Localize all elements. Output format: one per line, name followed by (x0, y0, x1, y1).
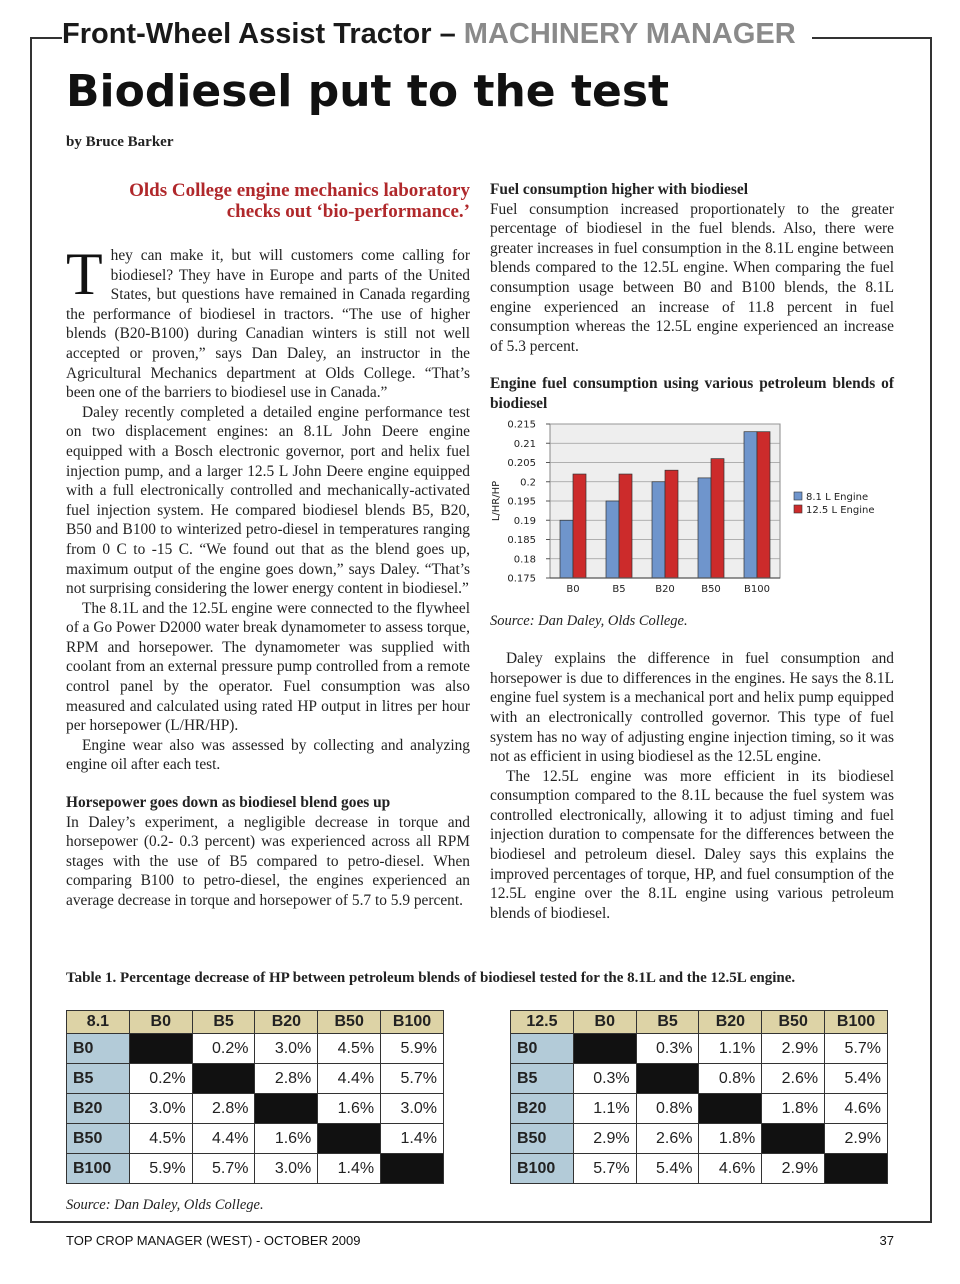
table-cell: 3.0% (255, 1034, 318, 1064)
hp-table-12-5 (510, 1010, 888, 1184)
left-column (66, 180, 470, 911)
table-cell-blank (762, 1124, 825, 1154)
y-tick-label: 0.195 (507, 496, 536, 508)
table-cell: 2.9% (762, 1034, 825, 1064)
bar-12-5-b0 (573, 474, 586, 578)
table-cell-blank (636, 1064, 699, 1094)
y-tick-label: 0.21 (513, 438, 536, 450)
table-row (511, 1064, 888, 1094)
bar-8-1-b100 (744, 431, 757, 577)
row-header: B5 (67, 1064, 130, 1094)
table-cell: 1.1% (573, 1094, 636, 1124)
legend-swatch (794, 505, 802, 513)
drop-cap: T (66, 241, 103, 307)
table-caption: Table 1. Percentage decrease of HP between petroleum blends of biodiesel tested for the 8.1L and the 12.5L engine. (66, 970, 796, 986)
table-cell: 5.9% (381, 1034, 444, 1064)
bar-12-5-b50 (711, 458, 724, 577)
section-subname: MACHINERY MANAGER (463, 18, 796, 50)
table-cell: 5.9% (129, 1154, 192, 1184)
y-tick-label: 0.19 (513, 515, 536, 527)
paragraph: In Daley’s experiment, a negligible decrease in torque and horsepower (0.2- 0.3 percent) was experienced across all RPM stages with the use of B5 compared to petro-diesel. When comparing B100 to petro-diesel, the engines experienced an average decrease in torque and horsepower of 5.7 to 5.9 percent. (66, 813, 470, 909)
table-row (511, 1124, 888, 1154)
x-tick-label: B50 (701, 583, 721, 595)
table-cell: 0.8% (636, 1094, 699, 1124)
row-header: B20 (511, 1094, 574, 1124)
table-cell: 4.6% (825, 1094, 888, 1124)
row-header: B50 (67, 1124, 130, 1154)
section-name: Front-Wheel Assist Tractor – (62, 18, 456, 50)
table-cell: 2.8% (192, 1094, 255, 1124)
table-cell: 5.7% (573, 1154, 636, 1184)
paragraph: Daley explains the difference in fuel consumption and horsepower is due to differences in the engines. He says the 8.1L engine fuel system is a mechanical port and helix pump equipped with an electronically controlled governor. This type of fuel system has no way of adjusting engine injection timing, so it was not as efficient in using biodiesel as the 12.5L engine. (490, 650, 894, 766)
table-cell: 4.5% (318, 1034, 381, 1064)
frame-rule-left (30, 37, 64, 39)
x-tick-label: B5 (612, 583, 626, 595)
x-tick-label: B0 (566, 583, 580, 595)
table-cell: 4.5% (129, 1124, 192, 1154)
table-header: B0 (129, 1011, 192, 1034)
bar-8-1-b20 (652, 481, 665, 577)
table-cell: 3.0% (129, 1094, 192, 1124)
table-cell: 1.4% (381, 1124, 444, 1154)
article-title: Biodiesel put to the test (66, 66, 670, 117)
y-tick-label: 0.175 (507, 573, 536, 585)
page-footer (66, 1233, 894, 1248)
table-cell: 0.8% (699, 1064, 762, 1094)
table-cell: 4.6% (699, 1154, 762, 1184)
table-header: 8.1 (67, 1011, 130, 1034)
table-source: Source: Dan Daley, Olds College. (66, 1197, 264, 1213)
table-cell: 2.8% (255, 1064, 318, 1094)
table-cell-blank (573, 1034, 636, 1064)
frame-rule-right (812, 37, 932, 39)
table-cell: 5.4% (636, 1154, 699, 1184)
table-row (67, 1154, 444, 1184)
table-row (511, 1094, 888, 1124)
table-cell: 0.3% (636, 1034, 699, 1064)
table-cell: 4.4% (192, 1124, 255, 1154)
table-row (511, 1034, 888, 1064)
byline: by Bruce Barker (66, 134, 174, 150)
paragraph (66, 241, 470, 403)
table-header: B100 (381, 1011, 444, 1034)
table-header: B5 (636, 1011, 699, 1034)
bar-8-1-b0 (560, 520, 573, 578)
table-cell-blank (129, 1034, 192, 1064)
table-header: B100 (825, 1011, 888, 1034)
table-cell-blank (192, 1064, 255, 1094)
table-cell: 1.4% (318, 1154, 381, 1184)
table-cell: 0.2% (129, 1064, 192, 1094)
table-row (511, 1154, 888, 1184)
table-cell: 3.0% (255, 1154, 318, 1184)
subhead: Horsepower goes down as biodiesel blend goes up (66, 794, 391, 812)
table-cell: 3.0% (381, 1094, 444, 1124)
fuel-consumption-chart (490, 418, 894, 604)
table-row (67, 1034, 444, 1064)
paragraph: Engine wear also was assessed by collecting and analyzing engine oil after each test. (66, 736, 470, 774)
table-cell: 2.6% (762, 1064, 825, 1094)
subhead: Fuel consumption higher with biodiesel (490, 181, 748, 198)
table-cell-blank (318, 1124, 381, 1154)
paragraph: Daley recently completed a detailed engine performance test on two displacement engines: an 8.1L John Deere engine equipped with a Bosch electronic governor, port and helix fuel injection pump, and a larger 12.5 L John Deere engine equipped with a full electronically controlled and mechanically-activated fuel injection system. He compared biodiesel blends B5, B20, B50 and B100 to winterized petro-diesel in temperatures ranging from 0 C to -15 C. “We found out that as the blend goes up, maximum output of the engine goes down,” says Daley. “That’s not surprising considering the lower energy content in biodiesel.” (66, 403, 470, 598)
chart-container (490, 418, 894, 604)
table-cell-blank (381, 1154, 444, 1184)
row-header: B50 (511, 1124, 574, 1154)
table-row (67, 1124, 444, 1154)
row-header: B20 (67, 1094, 130, 1124)
bar-8-1-b50 (698, 477, 711, 577)
row-header: B0 (67, 1034, 130, 1064)
y-tick-label: 0.18 (513, 553, 536, 565)
table-header: B0 (573, 1011, 636, 1034)
row-header: B0 (511, 1034, 574, 1064)
table-cell-blank (825, 1154, 888, 1184)
table-cell: 4.4% (318, 1064, 381, 1094)
y-tick-label: 0.185 (507, 534, 536, 546)
table-cell-blank (255, 1094, 318, 1124)
right-column (490, 180, 894, 923)
legend-label: 8.1 L Engine (806, 491, 869, 503)
table-cell: 1.8% (762, 1094, 825, 1124)
table-cell: 2.9% (825, 1124, 888, 1154)
table-cell: 1.8% (699, 1124, 762, 1154)
page-number: 37 (879, 1233, 894, 1248)
deck: Olds College engine mechanics laboratory checks out ‘bio-performance.’ (129, 180, 470, 222)
table-cell: 1.1% (699, 1034, 762, 1064)
table-cell: 2.6% (636, 1124, 699, 1154)
row-header: B5 (511, 1064, 574, 1094)
publication-info: TOP CROP MANAGER (WEST) - OCTOBER 2009 (66, 1233, 361, 1248)
y-tick-label: 0.205 (507, 457, 536, 469)
table-cell-blank (699, 1094, 762, 1124)
row-header: B100 (511, 1154, 574, 1184)
table-header: B5 (192, 1011, 255, 1034)
bar-12-5-b100 (757, 431, 770, 577)
table-cell: 1.6% (318, 1094, 381, 1124)
y-axis-label: L/HR/HP (491, 480, 502, 521)
y-tick-label: 0.2 (520, 476, 536, 488)
y-tick-label: 0.215 (507, 419, 536, 431)
x-tick-label: B100 (744, 583, 770, 595)
chart-source: Source: Dan Daley, Olds College. (490, 612, 688, 629)
paragraph: Fuel consumption increased proportionately to the greater percentage of biodiesel in the fuel blends. Also, there were greater increases in fuel consumption in the 8.1L engine between blends compared to the 12.5L engine. When comparing the fuel consumption usage between B0 and B100 blends, the 8.1L engine experienced an increase of 11.8 percent in fuel consumption whereas the 12.5L engine experienced an increase of 5.3 percent. (490, 200, 894, 355)
table-header: B50 (762, 1011, 825, 1034)
table-row (67, 1064, 444, 1094)
paragraph: The 8.1L and the 12.5L engine were connected to the flywheel of a Go Power D2000 water break dynamometer to assess torque, RPM and horsepower. The dynamometer was supplied with coolant from an external pressure pump controlled from a remote control panel by the operator. Fuel consumption was also measured and calculated using rated HP output in litres per hour per horsepower (L/HR/HP). (66, 599, 470, 735)
table-cell: 2.9% (573, 1124, 636, 1154)
table-cell: 2.9% (762, 1154, 825, 1184)
table-cell: 0.2% (192, 1034, 255, 1064)
chart-caption: Engine fuel consumption using various petroleum blends of biodiesel (490, 375, 894, 412)
bar-12-5-b5 (619, 474, 632, 578)
x-tick-label: B20 (655, 583, 675, 595)
table-header: B50 (318, 1011, 381, 1034)
table-row (67, 1094, 444, 1124)
row-header: B100 (67, 1154, 130, 1184)
paragraph-text: hey can make it, but will customers come calling for biodiesel? They have in Europe and parts of the United States, but questions have remained in Canada regarding the performance of biodiesel in tractors. “The use of higher blends (B20-B100) during Canadian winters is still not well accepted or proven,” says Dan Daley, an instructor in the Agricultural Mechanics department at Olds College. “That’s been one of the barriers to biodiesel use in Canada.” (66, 247, 470, 402)
table-cell: 5.7% (192, 1154, 255, 1184)
legend-swatch (794, 492, 802, 500)
table-cell: 5.7% (825, 1034, 888, 1064)
bar-8-1-b5 (606, 501, 619, 578)
table-cell: 1.6% (255, 1124, 318, 1154)
table-cell: 5.7% (381, 1064, 444, 1094)
table-header: 12.5 (511, 1011, 574, 1034)
table-cell: 5.4% (825, 1064, 888, 1094)
paragraph: The 12.5L engine was more efficient in its biodiesel consumption compared to the 8.1L because the fuel system was controlled electronically, allowing it to adjust timing and fuel injection duration to compensate for the differences between the biodiesel and petroleum diesel. Daley says this explains the improved percentages of torque, HP, and fuel consumption of the 12.5L engine over the 8.1L engine using various petroleum blends of biodiesel. (490, 767, 894, 922)
hp-table-8-1 (66, 1010, 444, 1184)
table-cell: 0.3% (573, 1064, 636, 1094)
bar-12-5-b20 (665, 470, 678, 578)
table-header: B20 (699, 1011, 762, 1034)
legend-label: 12.5 L Engine (806, 504, 875, 516)
section-title (62, 18, 800, 58)
table-header: B20 (255, 1011, 318, 1034)
